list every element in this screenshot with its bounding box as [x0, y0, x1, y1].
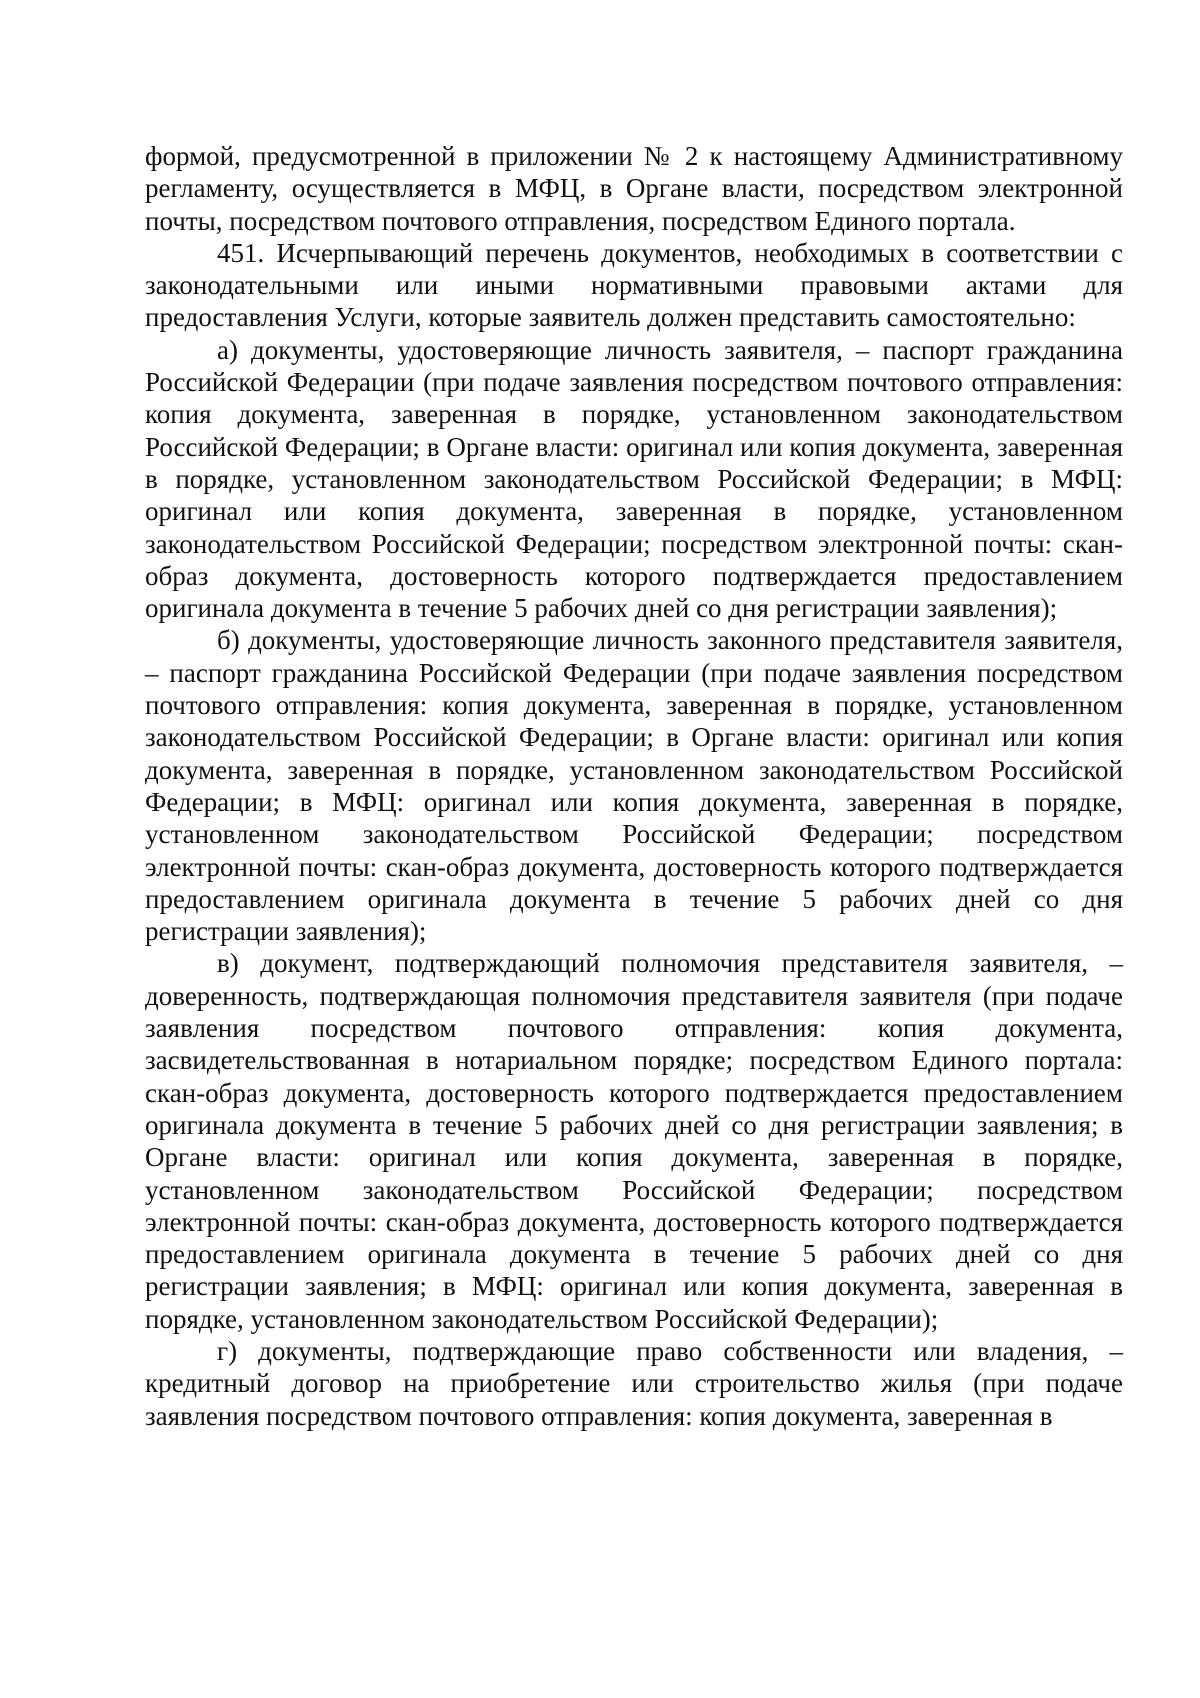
paragraph-continuation: формой, предусмотренной в приложении № 2 к настоящему Административному регламенту, осуществляется в МФЦ, в Органе власти, посредством электронной почты, посредством почтового отправления, посредством Единого портала. [145, 141, 1123, 236]
paragraph-item-g: г) документы, подтверждающие право собственности или владения, – кредитный договор на приобретение или строительство жилья (при подаче заявления посредством почтового отправления: копия документа, заверенная в [145, 1335, 1123, 1431]
paragraph-item-v: в) документ, подтверждающий полномочия представителя заявителя, – доверенность, подтверждающая полномочия представителя заявителя (при подаче заявления посредством почтового отправления: копия документа, засвидетельствованная в нотариальном порядке; посредством Единого портала: скан-образ документа, достоверность которого подтверждается предоставлением оригинала документа в течение 5 рабочих дней со дня регистрации заявления; в Органе власти: оригинал или копия документа, заверенная в порядке, установленном законодательством Российской Федерации; посредством электронной почты: скан-образ документа, достоверность которого подтверждается предоставлением оригинала документа в течение 5 рабочих дней со дня регистрации заявления; в МФЦ: оригинал или копия документа, заверенная в порядке, установленном законодательством Российской Федерации); [145, 948, 1123, 1334]
paragraph-451: 451. Исчерпывающий перечень документов, необходимых в соответствии с законодательными или иными нормативными правовыми актами для предоставления Услуги, которые заявитель должен представить самостоятельно: [145, 237, 1123, 333]
paragraph-item-a: а) документы, удостоверяющие личность заявителя, – паспорт гражданина Российской Федерации (при подаче заявления посредством почтового отправления: копия документа, заверенная в порядке, установленном законодательством Российской Федерации; в Органе власти: оригинал или копия документа, заверенная в порядке, установленном законодательством Российской Федерации; в МФЦ: оригинал или копия документа, заверенная в порядке, установленном законодательством Российской Федерации; посредством электронной почты: скан-образ документа, достоверность которого подтверждается предоставлением оригинала документа в течение 5 рабочих дней со дня регистрации заявления); [145, 334, 1123, 624]
paragraph-item-b: б) документы, удостоверяющие личность законного представителя заявителя, – паспорт гражданина Российской Федерации (при подаче заявления посредством почтового отправления: копия документа, заверенная в порядке, установленном законодательством Российской Федерации; в Органе власти: оригинал или копия документа, заверенная в порядке, установленном законодательством Российской Федерации; в МФЦ: оригинал или копия документа, заверенная в порядке, установленном законодательством Российской Федерации; посредством электронной почты: скан-образ документа, достоверность которого подтверждается предоставлением оригинала документа в течение 5 рабочих дней со дня регистрации заявления); [145, 625, 1123, 947]
document-page [145, 140, 1123, 1432]
